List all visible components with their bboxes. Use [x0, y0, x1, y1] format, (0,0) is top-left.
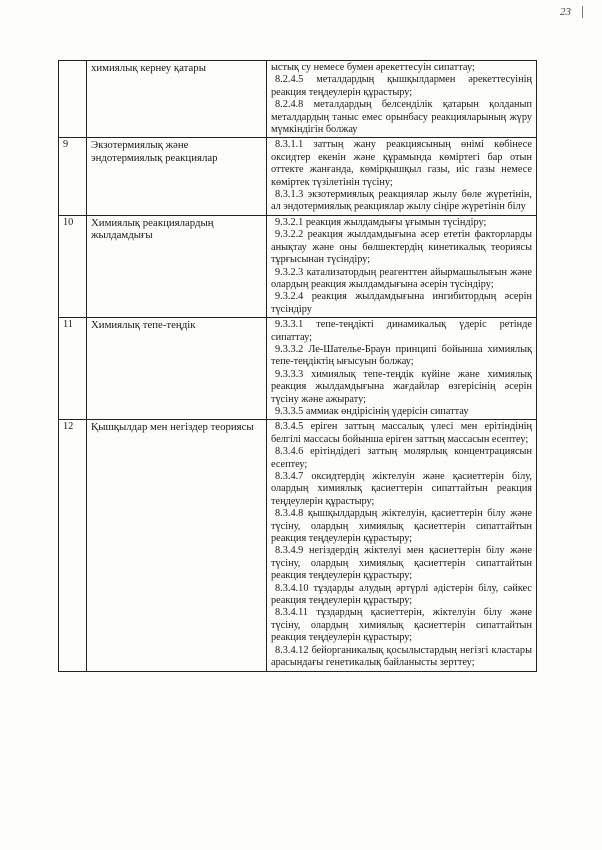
- learning-objective: 8.3.4.11 тұздардың қасиеттерін, жіктелуін білу және түсіну, олардың химиялық қасиеттерін сипаттайтын реакция теңдеулерін құрастыру;: [271, 607, 532, 644]
- learning-objective: 8.3.1.3 экзотермиялық реакциялар жылу бөле жүретінін, ал эндотермиялық реакциялар жылу сіңіре жүретінін білу: [271, 189, 532, 213]
- objectives-cell: [267, 420, 537, 671]
- learning-objective: 9.3.2.3 катализатордың реагенттен айырмашылығын және олардың реакция жылдамдығына әсерін түсіндіру;: [271, 266, 532, 290]
- learning-objective: 9.3.3.1 тепе-теңдікті динамикалық үдеріс ретінде сипаттау;: [271, 319, 532, 343]
- learning-objective: 9.3.2.2 реакция жылдамдығына әсер ететін факторларды анықтау және оны бөлшектердің кинетикалық теориясы тұрғысынан түсіндіру;: [271, 229, 532, 266]
- table-row: [59, 138, 537, 215]
- table-row: [59, 420, 537, 671]
- learning-objective: ыстық су немесе бумен әрекеттесуін сипаттау;: [271, 62, 475, 73]
- learning-objective: 8.3.4.8 қышқылдардың жіктелуін, қасиеттерін білу және түсіну, олардың химиялық қасиеттерін сипаттайтын реакция теңдеулерін құрастыру;: [271, 508, 532, 545]
- table-body: [59, 61, 537, 672]
- row-number: 12: [59, 420, 87, 671]
- row-number: 9: [59, 138, 87, 215]
- page-number: 23: [560, 6, 571, 18]
- table-row: [59, 318, 537, 420]
- learning-objective: 9.3.3.2 Ле-Шателье-Браун принципі бойынша химиялық тепе-теңдіктің ығысуын болжау;: [271, 343, 532, 368]
- learning-objective: 8.3.4.7 оксидтердің жіктелуін және қасиеттерін білу, олардың химиялық қасиеттерін сипаттайтын реакция теңдеулерін құрастыру;: [271, 471, 532, 507]
- row-number: [59, 61, 87, 138]
- objectives-cell: [267, 215, 537, 317]
- learning-objective: 8.3.4.5 еріген заттың массалық үлесі мен ерітіндінің белгілі массасы бойынша еріген заттың массасын есептеу;: [271, 421, 532, 445]
- learning-objective: 8.2.4.8 металдардың белсенділік қатарын қолданып металдардың таныс емес орынбасу реакцияларының жүру мүмкіндігін болжау: [271, 99, 532, 136]
- topic-cell: Химиялық реакциялардың жылдамдығы: [87, 215, 267, 317]
- curriculum-table: [58, 60, 537, 672]
- topic-cell: Химиялық тепе-теңдік: [87, 318, 267, 420]
- learning-objective: 9.3.3.3 химиялық тепе-теңдік күйіне және химиялық реакция жылдамдығына жағдайлар өзгерісінің әсерін түсіну және ажырату;: [271, 368, 532, 405]
- learning-objective: 8.3.4.6 ерітіндідегі заттың молярлық концентрациясын есептеу;: [271, 446, 532, 470]
- topic-cell: химиялық кернеу қатары: [87, 61, 267, 138]
- learning-objective: 8.3.4.9 негіздердің жіктелуі мен қасиеттерін білу және түсіну, олардың химиялық қасиеттерін сипаттайтын реакция теңдеулерін құрастыру;: [271, 545, 532, 582]
- table-row: [59, 215, 537, 317]
- learning-objective: 8.3.1.1 заттың жану реакциясының өнімі көбінесе оксидтер екенін және құрамында көміртегі бар отын оттекте жанғанда, көмірқышқыл газы, иіс газы немесе көміртек түзілетінін түсіну;: [271, 139, 532, 188]
- topic-cell: Қышқылдар мен негіздер теориясы: [87, 420, 267, 671]
- table-row: [59, 61, 537, 138]
- objectives-cell: [267, 138, 537, 215]
- objectives-cell: [267, 318, 537, 420]
- row-number: 10: [59, 215, 87, 317]
- learning-objective: 8.3.4.10 тұздарды алудың әртүрлі әдістерін білу, сәйкес реакция теңдеулерін құрастыру;: [271, 582, 532, 607]
- learning-objective: 8.2.4.5 металдардың қышқылдармен әрекеттесуінің реакция теңдеулерін құрастыру;: [271, 74, 532, 98]
- topic-cell: Экзотермиялық және эндотермиялық реакциялар: [87, 138, 267, 215]
- learning-objective: 8.3.4.12 бейорганикалық қосылыстардың негізгі кластары арасындағы генетикалық байланысты зерттеу;: [271, 644, 532, 669]
- learning-objective: 9.3.2.1 реакция жылдамдығы ұғымын түсіндіру;: [275, 216, 487, 228]
- objectives-cell: [267, 61, 537, 138]
- row-number: 11: [59, 318, 87, 420]
- learning-objective: 9.3.2.4 реакция жылдамдығына ингибитордың әсерін түсіндіру: [271, 291, 532, 315]
- margin-mark: [582, 6, 583, 18]
- learning-objective: 9.3.3.5 аммиак өндірісінің үдерісін сипаттау: [275, 405, 469, 417]
